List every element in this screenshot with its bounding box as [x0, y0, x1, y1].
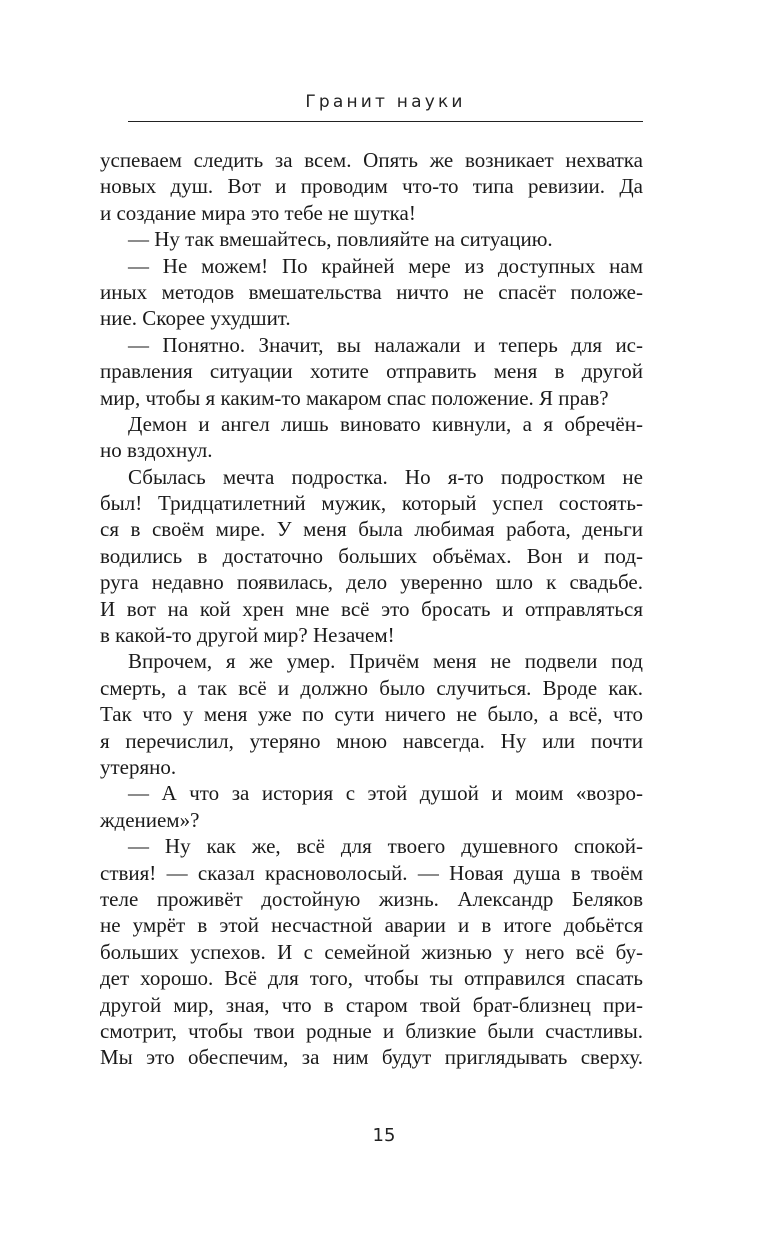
text-line: — Ну как же, всё для твоего душевного спокой-: [128, 834, 643, 859]
text-line: но вздохнул.: [100, 438, 213, 463]
text-line: правления ситуации хотите отправить меня в другой: [100, 359, 643, 384]
text-line: ждением»?: [100, 807, 200, 832]
text-line: ние. Скорее ухудшит.: [100, 306, 291, 331]
text-line: утеряно.: [100, 754, 177, 779]
text-line: смерть, а так всё и должно было случиться. Вроде как.: [100, 675, 643, 700]
text-line: новых душ. Вот и проводим что-то типа ревизии. Да: [100, 174, 643, 199]
text-line: Мы это обеспечим, за ним будут приглядывать сверху.: [100, 1045, 643, 1070]
text-line: теле проживёт достойную жизнь. Александр Беляков: [100, 886, 643, 911]
body-text: [100, 147, 643, 1071]
text-line: водились в достаточно больших объёмах. Вон и под-: [100, 543, 643, 568]
text-line: смотрит, чтобы твои родные и близкие были счастливы.: [100, 1018, 643, 1043]
running-head: Гранит науки: [305, 92, 466, 112]
text-line: — А что за история с этой душой и моим «возро-: [128, 781, 643, 806]
text-line: мир, чтобы я каким-то макаром спас положение. Я прав?: [100, 385, 609, 410]
text-line: — Ну так вмешайтесь, повлияйте на ситуацию.: [128, 227, 553, 252]
text-line: и создание мира это тебе не шутка!: [100, 200, 416, 225]
text-line: больших успехов. И с семейной жизнью у него всё бу-: [100, 939, 643, 964]
text-line: И вот на кой хрен мне всё это бросать и отправляться: [100, 596, 643, 621]
text-line: Впрочем, я же умер. Причём меня не подвели под: [128, 649, 643, 674]
text-line: не умрёт в этой несчастной аварии и в итоге добьётся: [100, 913, 643, 938]
text-line: ся в своём мире. У меня была любимая работа, деньги: [100, 517, 643, 542]
text-line: другой мир, зная, что в старом твой брат-близнец при-: [100, 992, 643, 1017]
text-line: был! Тридцатилетний мужик, который успел состоять-: [100, 491, 643, 516]
text-line: руга недавно появилась, дело уверенно шло к свадьбе.: [100, 570, 643, 595]
header-rule: [128, 121, 643, 122]
text-line: успеваем следить за всем. Опять же возникает нехватка: [100, 148, 643, 172]
page-number: 15: [372, 1125, 396, 1146]
text-line: ствия! — сказал красноволосый. — Новая душа в твоём: [100, 860, 643, 885]
text-line: Сбылась мечта подростка. Но я-то подростком не: [128, 464, 643, 489]
text-line: дет хорошо. Всё для того, чтобы ты отправился спасать: [100, 966, 643, 991]
text-line: Демон и ангел лишь виновато кивнули, а я обречён-: [128, 411, 643, 436]
text-line: в какой-то другой мир? Незачем!: [100, 623, 395, 648]
text-line: я перечислил, утеряно мною навсегда. Ну или почти: [100, 728, 643, 753]
text-line: иных методов вмешательства ничто не спасёт положе-: [100, 279, 643, 304]
text-line: — Не можем! По крайней мере из доступных нам: [128, 253, 643, 278]
text-line: — Понятно. Значит, вы налажали и теперь для ис-: [128, 332, 643, 357]
text-line: Так что у меня уже по сути ничего не было, а всё, что: [100, 702, 643, 727]
